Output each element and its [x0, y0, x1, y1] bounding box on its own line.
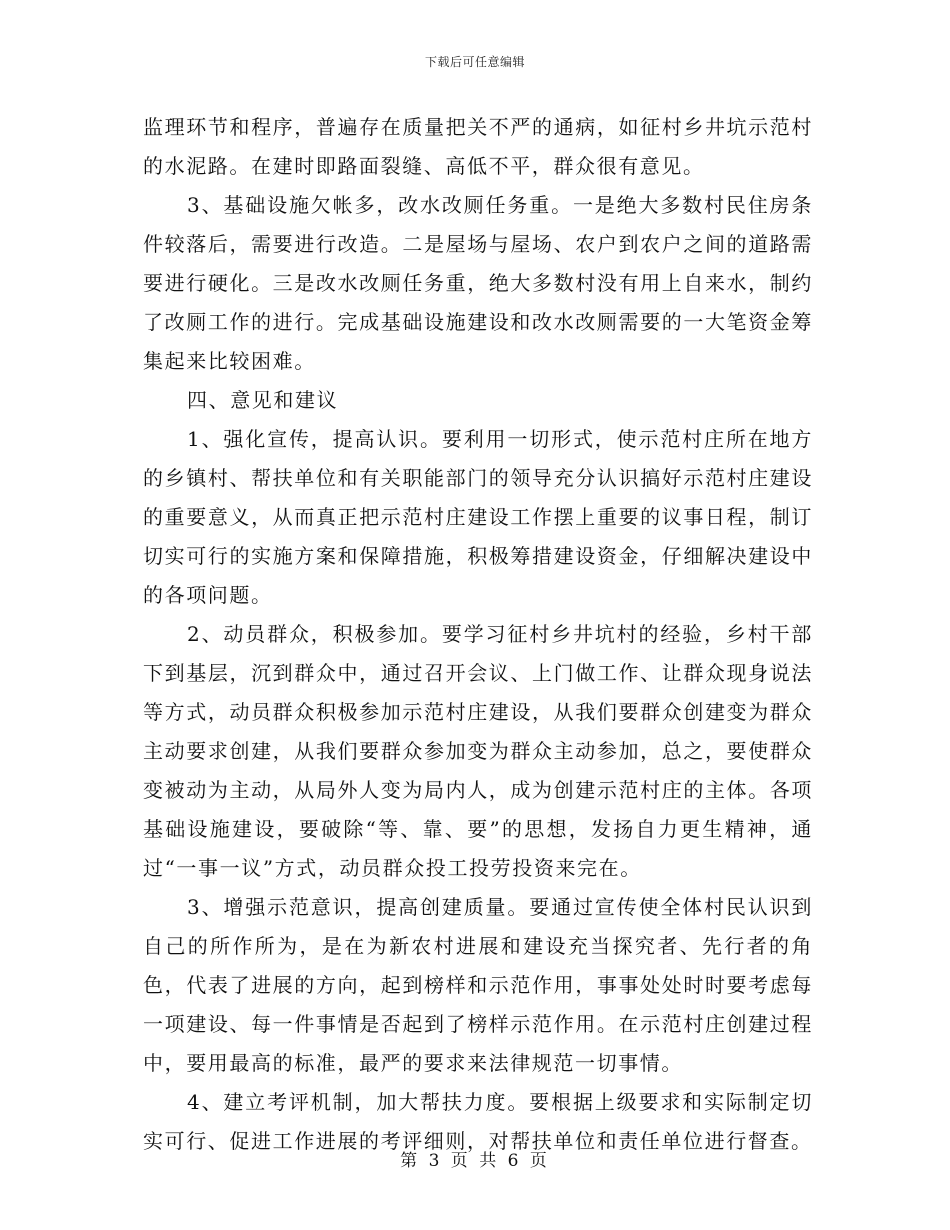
page-footer: 第 3 页 共 6 页 — [400, 1151, 550, 1171]
paragraph-evaluation: 4、建立考评机制，加大帮扶力度。要根据上级要求和实际制定切实可行、促进工作进展的考评细则，对帮扶单位和责任单位进行督查。 — [143, 1090, 813, 1153]
document-body — [143, 108, 813, 1161]
paragraph-mobilize: 2、动员群众，积极参加。要学习征村乡井坑村的经验，乡村干部下到基层，沉到群众中，通过召开会议、上门做工作、让群众现身说法等方式，动员群众积极参加示范村庄建设，从我们要群众创建变为群众主动要求创建，从我们要群众参加变为群众主动参加，总之，要使群众变被动为主动，从局外人变为局内人，成为创建示范村庄的主体。各项基础设施建设，要破除“等、靠、要”的思想，发扬自力更生精神，通过“一事一议”方式，动员群众投工投劳投资来完在。 — [143, 622, 813, 880]
paragraph-continuation: 监理环节和程序，普遍存在质量把关不严的通病，如征村乡井坑示范村的水泥路。在建时即路面裂缝、高低不平，群众很有意见。 — [143, 115, 813, 178]
page-header: 下载后可任意编辑 — [424, 55, 525, 69]
section-heading-suggestions: 四、意见和建议 — [187, 388, 339, 412]
paragraph-publicity: 1、强化宣传，提高认识。要利用一切形式，使示范村庄所在地方的乡镇村、帮扶单位和有关职能部门的领导充分认识搞好示范村庄建设的重要意义，从而真正把示范村庄建设工作摆上重要的议事日程，制订切实可行的实施方案和保障措施，积极筹措建设资金，仔细解决建设中的各项问题。 — [143, 427, 813, 607]
paragraph-infrastructure: 3、基础设施欠帐多，改水改厕任务重。一是绝大多数村民住房条件较落后，需要进行改造。二是屋场与屋场、农户到农户之间的道路需要进行硬化。三是改水改厕任务重，绝大多数村没有用上自来水，制约了改厕工作的进行。完成基础设施建设和改水改厕需要的一大笔资金筹集起来比较困难。 — [143, 193, 813, 373]
paragraph-demonstration: 3、增强示范意识，提高创建质量。要通过宣传使全体村民认识到自己的所作所为，是在为新农村进展和建设充当探究者、先行者的角色，代表了进展的方向，起到榜样和示范作用，事事处处时时要考虑每一项建设、每一件事情是否起到了榜样示范作用。在示范村庄创建过程中，要用最高的标准，最严的要求来法律规范一切事情。 — [143, 895, 813, 1075]
